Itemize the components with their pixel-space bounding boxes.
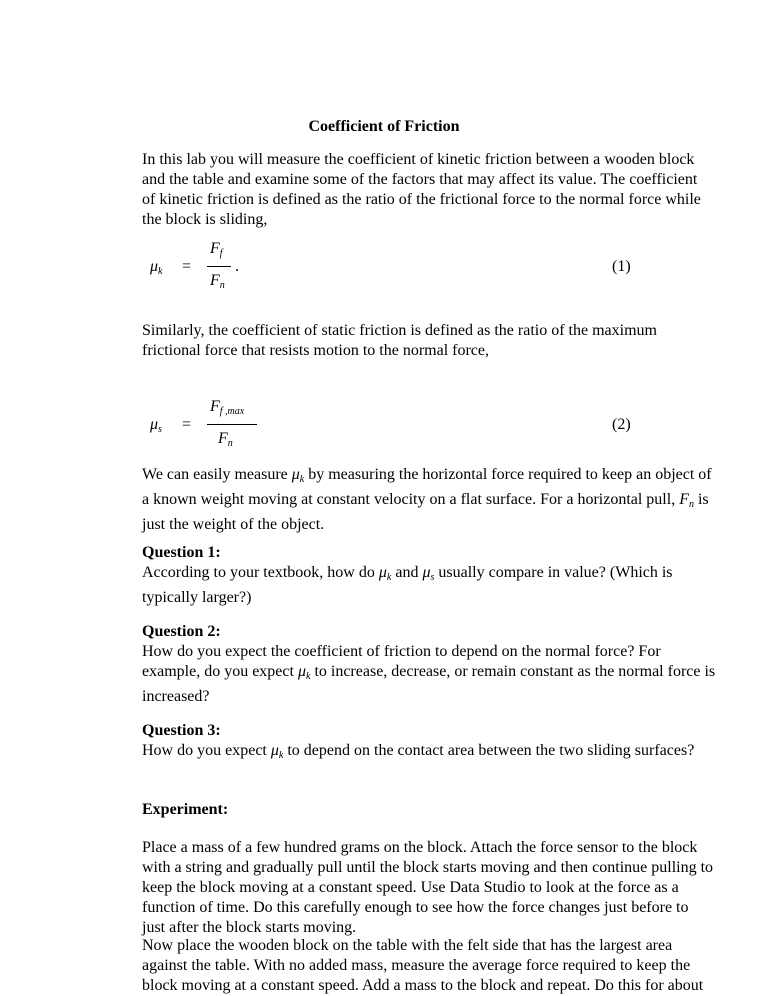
text-line: with a string and gradually pull until the block starts moving and then continue pulling to [142,859,714,876]
equation-number: (2) [612,416,631,433]
mu-symbol: μ [150,258,159,275]
text: by measuring the horizontal force required to keep an object of [304,466,712,483]
text: How do you expect [142,742,271,759]
fraction-bar [207,424,257,425]
text: and [391,564,423,581]
question-heading: Question 2: [142,623,221,640]
static-paragraph [142,321,657,361]
text-line: increased? [142,688,210,705]
text: to depend on the contact area between the two sliding surfaces? [283,742,695,759]
text: We can easily measure [142,466,292,483]
subscript: n [688,499,694,510]
text-line: just after the block starts moving. [142,919,357,936]
page-title: Coefficient of Friction [308,118,460,135]
force-symbol: F [679,491,689,508]
text-line: How do you expect the coefficient of friction to depend on the normal force? For [142,643,661,660]
equation-number: (1) [612,258,631,275]
experiment-paragraph-1 [142,838,714,938]
subscript: s [430,572,435,583]
denominator: F [210,272,220,289]
subscript: f ,max [219,406,245,417]
text-line: just the weight of the object. [142,516,325,533]
experiment-heading: Experiment: [142,801,229,818]
subscript: s [158,424,162,435]
text-line: function of time. Do this carefully enough to see how the force changes just before to [142,899,689,916]
subscript: n [219,280,225,291]
text-line: Place a mass of a few hundred grams on the block. Attach the force sensor to the block [142,839,698,856]
mu-symbol: μ [150,416,159,433]
text-line: typically larger?) [142,589,252,606]
text-line: the block is sliding, [142,211,268,228]
mu-symbol: μ [422,564,431,581]
experiment-paragraph-2 [142,936,704,996]
numerator: F [210,240,220,257]
equals: = [182,416,192,433]
text-line: keep the block moving at a constant speed. Use Data Studio to look at the force as a [142,879,679,896]
question-1 [142,543,673,608]
question-3 [142,721,695,766]
subscript: k [299,474,305,485]
text: to increase, decrease, or remain constant as the normal force is [310,663,716,680]
subscript: n [227,438,233,449]
text: example, do you expect [142,663,298,680]
text-line: of kinetic friction is defined as the ratio of the frictional force to the normal force while [142,191,701,208]
text-line: block moving at a constant speed. Add a mass to the block and repeat. Do this for about [142,977,704,994]
mu-symbol: μ [297,663,306,680]
text: is [693,491,709,508]
subscript: k [386,572,392,583]
numerator: F [210,398,220,415]
subscript: f [219,248,223,259]
question-heading: Question 1: [142,544,221,561]
fraction-bar [207,266,231,267]
text-line: Similarly, the coefficient of static friction is defined as the ratio of the maximum [142,322,657,339]
subscript: k [158,266,163,277]
text: usually compare in value? (Which is [434,564,673,581]
question-2 [142,622,716,707]
period: . [235,258,239,275]
text-line: Now place the wooden block on the table with the felt side that has the largest area [142,937,673,954]
mu-symbol: μ [270,742,279,759]
mu-symbol: μ [378,564,387,581]
text-line: against the table. With no added mass, measure the average force required to keep the [142,957,691,974]
text-line: and the table and examine some of the factors that may affect its value. The coefficient [142,171,698,188]
text: a known weight moving at constant velocity on a flat surface. For a horizontal pull, [142,491,680,508]
denominator: F [218,430,228,447]
question-heading: Question 3: [142,722,221,739]
subscript: k [305,671,311,682]
measure-paragraph [142,465,712,535]
text: According to your textbook, how do [142,564,379,581]
text-line: In this lab you will measure the coefficient of kinetic friction between a wooden block [142,151,695,168]
intro-paragraph [142,150,701,230]
subscript: k [278,750,284,761]
text-line: frictional force that resists motion to the normal force, [142,342,489,359]
mu-symbol: μ [291,466,300,483]
equals: = [182,258,192,275]
